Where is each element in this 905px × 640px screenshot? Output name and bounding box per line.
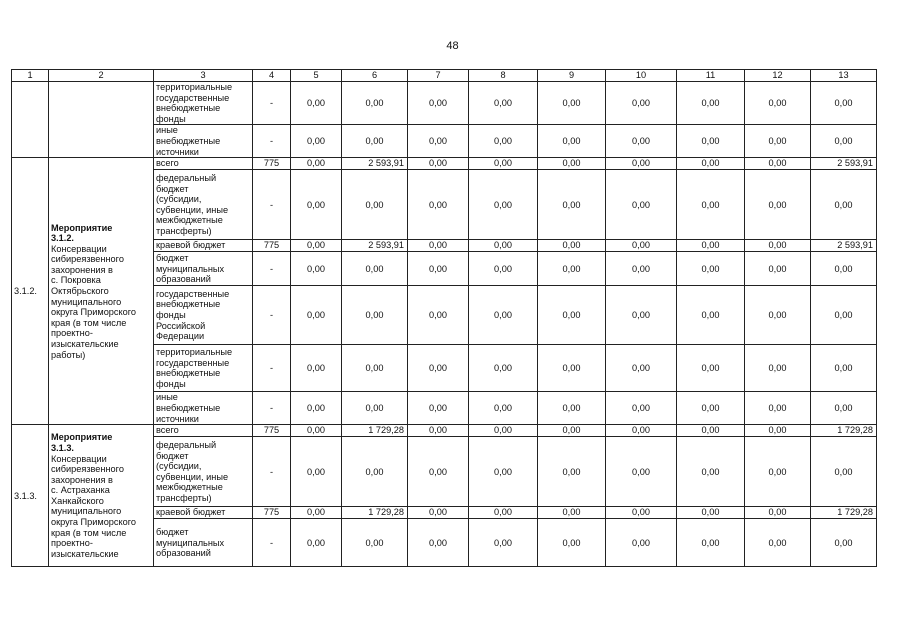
value-cell: 0,00 <box>745 252 811 286</box>
header-cell: 7 <box>408 70 469 82</box>
value-cell: 0,00 <box>677 158 745 170</box>
value-cell: 0,00 <box>538 82 606 125</box>
value-cell: 0,00 <box>538 437 606 507</box>
value-cell: 1 729,28 <box>811 425 877 437</box>
kbk-cell: - <box>253 286 291 345</box>
value-cell: 0,00 <box>408 425 469 437</box>
value-cell: 0,00 <box>342 252 408 286</box>
value-cell: 0,00 <box>469 158 538 170</box>
funding-source-label: иные внебюджетные источники <box>156 392 221 424</box>
value-cell: 0,00 <box>606 82 677 125</box>
value-cell: 0,00 <box>745 437 811 507</box>
value-cell: 0,00 <box>342 519 408 567</box>
funding-source-cell <box>154 425 253 437</box>
value-cell: 0,00 <box>408 519 469 567</box>
value-cell: 0,00 <box>606 425 677 437</box>
funding-source-cell <box>154 437 253 507</box>
funding-source-label: бюджет муниципальных образований <box>156 252 225 285</box>
budget-table <box>11 69 877 567</box>
value-cell: 0,00 <box>291 170 342 240</box>
value-cell: 0,00 <box>538 158 606 170</box>
value-cell: 0,00 <box>677 425 745 437</box>
measure-name-cell <box>49 82 154 158</box>
value-cell: 0,00 <box>745 82 811 125</box>
value-cell: 0,00 <box>291 240 342 252</box>
value-cell: 0,00 <box>469 345 538 392</box>
value-cell: 2 593,91 <box>811 240 877 252</box>
value-cell: 2 593,91 <box>342 240 408 252</box>
value-cell: 0,00 <box>291 252 342 286</box>
value-cell: 0,00 <box>811 82 877 125</box>
value-cell: 0,00 <box>745 286 811 345</box>
value-cell: 0,00 <box>677 252 745 286</box>
value-cell: 0,00 <box>677 286 745 345</box>
measure-code-cell: 3.1.3. <box>12 425 49 567</box>
value-cell: 0,00 <box>469 392 538 425</box>
value-cell: 0,00 <box>811 519 877 567</box>
value-cell: 0,00 <box>408 170 469 240</box>
funding-source-label: краевой бюджет <box>156 240 226 251</box>
funding-source-cell <box>154 519 253 567</box>
measure-description: Консервации сибиреязвенного захоронения в с. Астраханка Ханкайского муниципального округа Приморского края (в том числе проектно- изыскательские <box>51 453 137 559</box>
value-cell: 0,00 <box>606 392 677 425</box>
funding-source-label: государственные внебюджетные фонды Российской Федерации <box>156 288 230 342</box>
value-cell: 0,00 <box>677 82 745 125</box>
kbk-cell: 775 <box>253 425 291 437</box>
kbk-cell: 775 <box>253 507 291 519</box>
value-cell: 0,00 <box>745 170 811 240</box>
value-cell: 0,00 <box>469 125 538 158</box>
value-cell: 0,00 <box>291 82 342 125</box>
table-row <box>12 425 877 437</box>
kbk-cell: - <box>253 252 291 286</box>
value-cell: 0,00 <box>606 240 677 252</box>
value-cell: 0,00 <box>606 345 677 392</box>
value-cell: 0,00 <box>538 519 606 567</box>
funding-source-label: территориальные государственные внебюджетные фонды <box>156 82 233 124</box>
kbk-cell: - <box>253 170 291 240</box>
funding-source-label: бюджет муниципальных образований <box>156 526 225 559</box>
value-cell: 0,00 <box>291 392 342 425</box>
value-cell: 0,00 <box>677 519 745 567</box>
value-cell: 0,00 <box>469 507 538 519</box>
value-cell: 0,00 <box>342 437 408 507</box>
value-cell: 0,00 <box>538 425 606 437</box>
funding-source-cell <box>154 345 253 392</box>
value-cell: 0,00 <box>342 286 408 345</box>
header-cell: 3 <box>154 70 253 82</box>
funding-source-label: федеральный бюджет (субсидии, субвенции, иные межбюджетные трансферты) <box>156 173 229 237</box>
kbk-cell: - <box>253 392 291 425</box>
value-cell: 0,00 <box>408 82 469 125</box>
funding-source-cell <box>154 170 253 240</box>
value-cell: 2 593,91 <box>811 158 877 170</box>
table-row <box>12 82 877 125</box>
value-cell: 0,00 <box>469 240 538 252</box>
value-cell: 0,00 <box>606 437 677 507</box>
funding-source-label: всего <box>156 425 179 436</box>
table-row <box>12 158 877 170</box>
header-cell: 4 <box>253 70 291 82</box>
value-cell: 0,00 <box>745 125 811 158</box>
funding-source-label: краевой бюджет <box>156 507 226 518</box>
measure-code-cell: 3.1.2. <box>12 158 49 425</box>
kbk-cell: 775 <box>253 240 291 252</box>
value-cell: 0,00 <box>408 252 469 286</box>
value-cell: 0,00 <box>408 437 469 507</box>
value-cell: 0,00 <box>677 437 745 507</box>
value-cell: 0,00 <box>538 252 606 286</box>
value-cell: 0,00 <box>342 345 408 392</box>
measure-name-cell <box>49 158 154 425</box>
value-cell: 0,00 <box>677 240 745 252</box>
header-cell: 6 <box>342 70 408 82</box>
value-cell: 0,00 <box>606 252 677 286</box>
kbk-cell: - <box>253 82 291 125</box>
value-cell: 0,00 <box>469 286 538 345</box>
kbk-cell: 775 <box>253 158 291 170</box>
value-cell: 0,00 <box>291 507 342 519</box>
header-cell: 5 <box>291 70 342 82</box>
measure-title: Мероприятие 3.1.2. <box>51 222 113 244</box>
value-cell: 0,00 <box>677 345 745 392</box>
value-cell: 0,00 <box>469 437 538 507</box>
value-cell: 0,00 <box>745 158 811 170</box>
value-cell: 0,00 <box>469 82 538 125</box>
value-cell: 0,00 <box>811 437 877 507</box>
value-cell: 0,00 <box>291 158 342 170</box>
funding-source-label: территориальные государственные внебюджетные фонды <box>156 347 233 389</box>
value-cell: 0,00 <box>538 170 606 240</box>
value-cell: 0,00 <box>469 519 538 567</box>
value-cell: 0,00 <box>538 286 606 345</box>
value-cell: 0,00 <box>745 240 811 252</box>
funding-source-cell <box>154 158 253 170</box>
value-cell: 0,00 <box>469 252 538 286</box>
kbk-cell: - <box>253 437 291 507</box>
value-cell: 0,00 <box>811 286 877 345</box>
value-cell: 0,00 <box>538 125 606 158</box>
funding-source-label: всего <box>156 158 179 169</box>
value-cell: 0,00 <box>811 252 877 286</box>
value-cell: 0,00 <box>811 392 877 425</box>
value-cell: 0,00 <box>745 345 811 392</box>
value-cell: 0,00 <box>538 392 606 425</box>
funding-source-cell <box>154 507 253 519</box>
value-cell: 0,00 <box>677 392 745 425</box>
value-cell: 0,00 <box>291 125 342 158</box>
measure-code-cell <box>12 82 49 158</box>
value-cell: 0,00 <box>606 507 677 519</box>
value-cell: 1 729,28 <box>342 507 408 519</box>
value-cell: 0,00 <box>291 425 342 437</box>
kbk-cell: - <box>253 345 291 392</box>
measure-description: Консервации сибиреязвенного захоронения в с. Покровка Октябрьского муниципального округа Приморского края (в том числе проектно- изыскательские работы) <box>51 243 137 360</box>
value-cell: 0,00 <box>408 158 469 170</box>
header-cell: 9 <box>538 70 606 82</box>
value-cell: 0,00 <box>606 158 677 170</box>
value-cell: 0,00 <box>745 507 811 519</box>
value-cell: 0,00 <box>811 345 877 392</box>
value-cell: 0,00 <box>606 125 677 158</box>
value-cell: 0,00 <box>811 170 877 240</box>
value-cell: 0,00 <box>677 170 745 240</box>
value-cell: 0,00 <box>408 345 469 392</box>
value-cell: 0,00 <box>538 507 606 519</box>
value-cell: 0,00 <box>342 392 408 425</box>
value-cell: 0,00 <box>408 240 469 252</box>
value-cell: 0,00 <box>408 507 469 519</box>
value-cell: 0,00 <box>342 170 408 240</box>
funding-source-cell <box>154 252 253 286</box>
funding-source-label: федеральный бюджет (субсидии, субвенции, иные межбюджетные трансферты) <box>156 440 229 504</box>
value-cell: 0,00 <box>677 125 745 158</box>
measure-title: Мероприятие 3.1.3. <box>51 432 113 453</box>
header-cell: 13 <box>811 70 877 82</box>
funding-source-label: иные внебюджетные источники <box>156 125 221 157</box>
kbk-cell: - <box>253 519 291 567</box>
value-cell: 0,00 <box>677 507 745 519</box>
value-cell: 0,00 <box>745 425 811 437</box>
value-cell: 0,00 <box>342 125 408 158</box>
value-cell: 0,00 <box>811 125 877 158</box>
header-cell: 12 <box>745 70 811 82</box>
header-cell: 2 <box>49 70 154 82</box>
value-cell: 0,00 <box>342 82 408 125</box>
header-cell: 10 <box>606 70 677 82</box>
funding-source-cell <box>154 82 253 125</box>
value-cell: 0,00 <box>606 286 677 345</box>
kbk-cell: - <box>253 125 291 158</box>
value-cell: 0,00 <box>291 286 342 345</box>
value-cell: 2 593,91 <box>342 158 408 170</box>
value-cell: 0,00 <box>291 437 342 507</box>
header-cell: 1 <box>12 70 49 82</box>
value-cell: 0,00 <box>469 170 538 240</box>
funding-source-cell <box>154 392 253 425</box>
funding-source-cell <box>154 240 253 252</box>
value-cell: 0,00 <box>606 519 677 567</box>
header-cell: 11 <box>677 70 745 82</box>
header-row <box>12 70 877 82</box>
value-cell: 0,00 <box>408 392 469 425</box>
value-cell: 0,00 <box>538 345 606 392</box>
page-number: 48 <box>446 40 459 52</box>
value-cell: 0,00 <box>469 425 538 437</box>
value-cell: 0,00 <box>745 392 811 425</box>
measure-name-cell <box>49 425 154 567</box>
value-cell: 0,00 <box>408 125 469 158</box>
header-cell: 8 <box>469 70 538 82</box>
value-cell: 0,00 <box>291 345 342 392</box>
funding-source-cell <box>154 125 253 158</box>
value-cell: 1 729,28 <box>342 425 408 437</box>
value-cell: 0,00 <box>606 170 677 240</box>
value-cell: 1 729,28 <box>811 507 877 519</box>
funding-source-cell <box>154 286 253 345</box>
value-cell: 0,00 <box>291 519 342 567</box>
value-cell: 0,00 <box>745 519 811 567</box>
value-cell: 0,00 <box>408 286 469 345</box>
value-cell: 0,00 <box>538 240 606 252</box>
